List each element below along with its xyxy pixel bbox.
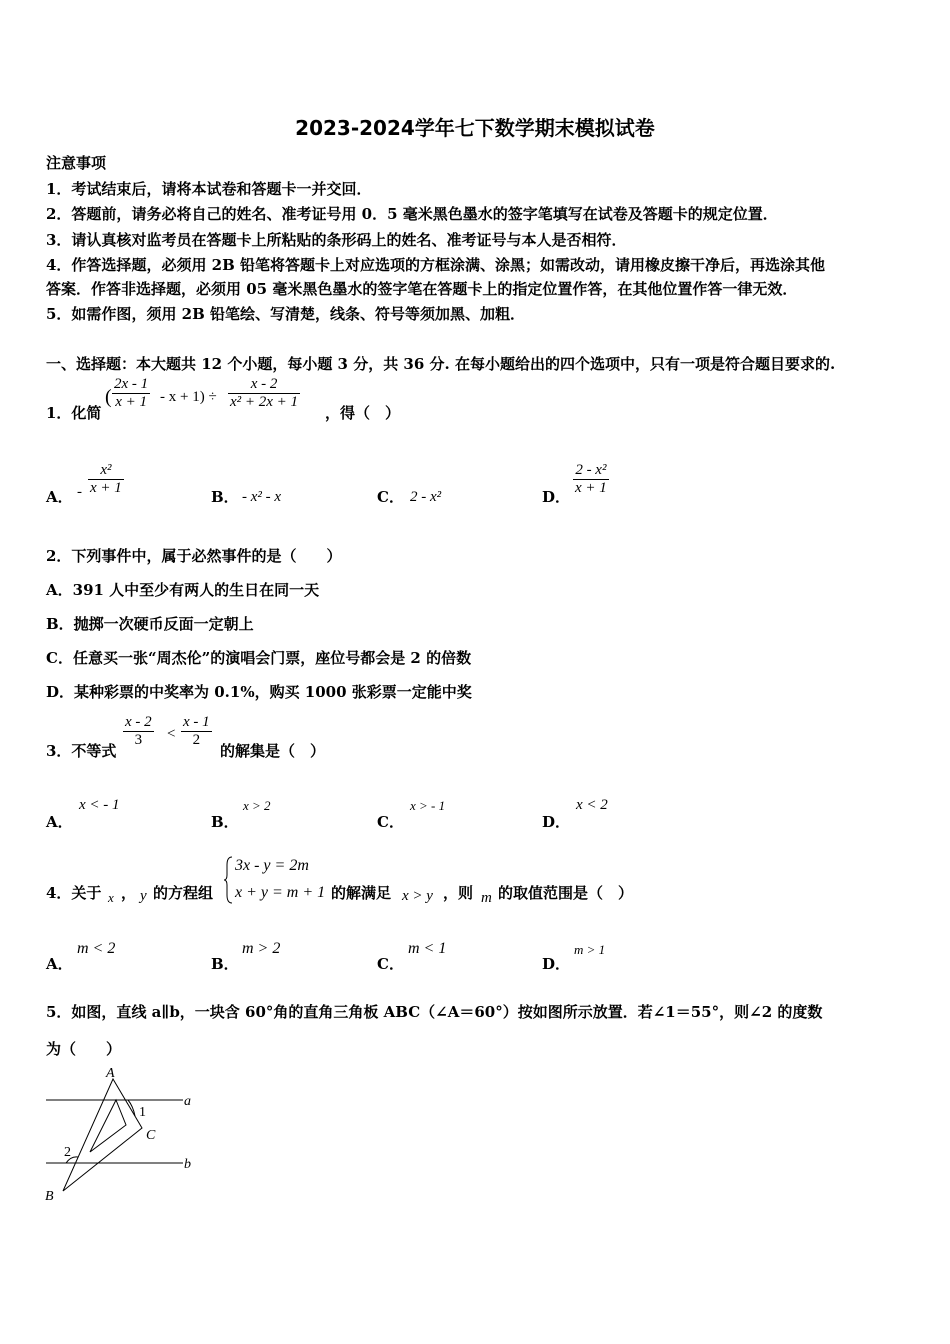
angle-2-label: 2: [64, 1145, 71, 1160]
option-b-expr: - x² - x: [242, 489, 282, 505]
question-2-stem: 2．下列事件中，属于必然事件的是（ ）: [46, 547, 342, 565]
q4-option-b: m > 2: [242, 940, 281, 957]
outer-triangle: [63, 1079, 142, 1191]
q4-option-c: m < 1: [408, 940, 447, 957]
note-line: 2．答题前，请务必将自己的姓名、准考证号用 0．5 毫米黑色墨水的签字笔填写在试卷及答题卡的规定位置．: [46, 205, 778, 223]
q3-lhs-fraction: x - 2 3: [125, 714, 152, 748]
var-m: m: [481, 890, 492, 906]
vertex-b-label: B: [45, 1189, 54, 1204]
option-label: D．: [542, 813, 571, 831]
q3-option-a: x < - 1: [79, 797, 120, 813]
condition: x > y: [402, 888, 433, 904]
q4-option-a: m < 2: [77, 940, 116, 957]
q2-option: B．抛掷一次硬币反面一定朝上: [46, 615, 254, 633]
angle-1-label: 1: [139, 1105, 146, 1120]
question-4-part: 的解满足: [331, 884, 392, 902]
note-line: 1．考试结束后，请将本试卷和答题卡一并交回．: [46, 180, 372, 198]
section-heading: 一、选择题：本大题共 12 个小题，每小题 3 分，共 36 分. 在每小题给出的四个选项中，只有一项是符合题目要求的.: [46, 355, 836, 373]
q1-fraction-2: x - 2 x² + 2x + 1: [230, 376, 299, 410]
page-title: 2023-2024学年七下数学期末模拟试卷: [295, 116, 655, 140]
question-3-prefix: 3．不等式: [46, 742, 117, 760]
q3-option-c: x > - 1: [410, 798, 446, 813]
option-label: D．: [542, 488, 571, 506]
var-x: x: [108, 890, 114, 905]
option-label: C．: [377, 955, 404, 973]
option-label: A．: [46, 488, 73, 506]
option-label: A．: [46, 955, 73, 973]
system-brace: [224, 855, 234, 905]
question-5-line-2: 为（ ）: [46, 1040, 122, 1058]
question-1-suffix: ，得（ ）: [325, 404, 401, 422]
option-d-fraction: 2 - x² x + 1: [575, 462, 607, 496]
question-5-line-1: 5．如图，直线 a∥b，一块含 60°角的直角三角板 ABC（∠A＝60°）按如图所示放置．若∠1＝55°，则∠2 的度数: [46, 1003, 823, 1021]
q1-fraction-1: 2x - 1 x + 1: [114, 376, 149, 410]
question-4-part: 的方程组: [153, 884, 214, 902]
angle-1-arc: [128, 1100, 135, 1116]
q2-option: C．任意买一张“周杰伦”的演唱会门票，座位号都会是 2 的倍数: [46, 649, 472, 667]
option-c-expr: 2 - x²: [410, 489, 442, 505]
q4-option-d: m > 1: [574, 942, 606, 957]
option-label: B．: [211, 813, 239, 831]
q2-option: A．391 人中至少有两人的生日在同一天: [46, 581, 320, 599]
q3-option-d: x < 2: [576, 797, 608, 813]
q2-option: D．某种彩票的中奖率为 0.1%，购买 1000 张彩票一定能中奖: [46, 683, 472, 701]
triangle-figure: [40, 1062, 210, 1207]
option-a-fraction: x² x + 1: [90, 462, 122, 496]
question-4-part: 4．关于: [46, 884, 102, 902]
line-a-label: a: [184, 1094, 191, 1109]
note-line: 4．作答选择题，必须用 2B 铅笔将答题卡上对应选项的方框涂满、涂黑；如需改动，请用橡皮擦干净后，再选涂其他: [46, 256, 826, 274]
less-than-sign: <: [167, 726, 176, 742]
question-1-prefix: 1．化简: [46, 404, 102, 422]
equation-1: 3x - y = 2m: [235, 857, 309, 874]
inner-triangle: [90, 1100, 126, 1152]
option-label: A．: [46, 813, 73, 831]
q3-option-b: x > 2: [243, 798, 271, 813]
vertex-a-label: A: [106, 1066, 115, 1081]
line-b-label: b: [184, 1157, 191, 1172]
var-y: y: [140, 888, 147, 904]
question-3-suffix: 的解集是（ ）: [220, 742, 326, 760]
notes-heading: 注意事项: [46, 154, 107, 172]
question-4-part: 的取值范围是（ ）: [498, 884, 634, 902]
equation-2: x + y = m + 1: [235, 884, 326, 901]
question-4-part: ，则: [443, 884, 474, 902]
q1-expr-mid: - x + 1) ÷: [160, 389, 217, 405]
minus-sign: -: [77, 484, 82, 500]
option-label: B．: [211, 488, 239, 506]
vertex-c-label: C: [146, 1128, 156, 1143]
open-paren: (: [105, 386, 112, 408]
option-label: D．: [542, 955, 571, 973]
comma: ，: [121, 884, 137, 902]
note-line: 答案．作答非选择题，必须用 05 毫米黑色墨水的签字笔在答题卡上的指定位置作答，在其他位置作答一律无效．: [46, 280, 798, 298]
q3-rhs-fraction: x - 1 2: [183, 714, 210, 748]
option-label: C．: [377, 813, 404, 831]
option-label: C．: [377, 488, 404, 506]
note-line: 3．请认真核对监考员在答题卡上所粘贴的条形码上的姓名、准考证号与本人是否相符．: [46, 231, 627, 249]
option-label: B．: [211, 955, 239, 973]
note-line: 5．如需作图，须用 2B 铅笔绘、写清楚，线条、符号等须加黑、加粗．: [46, 305, 525, 323]
